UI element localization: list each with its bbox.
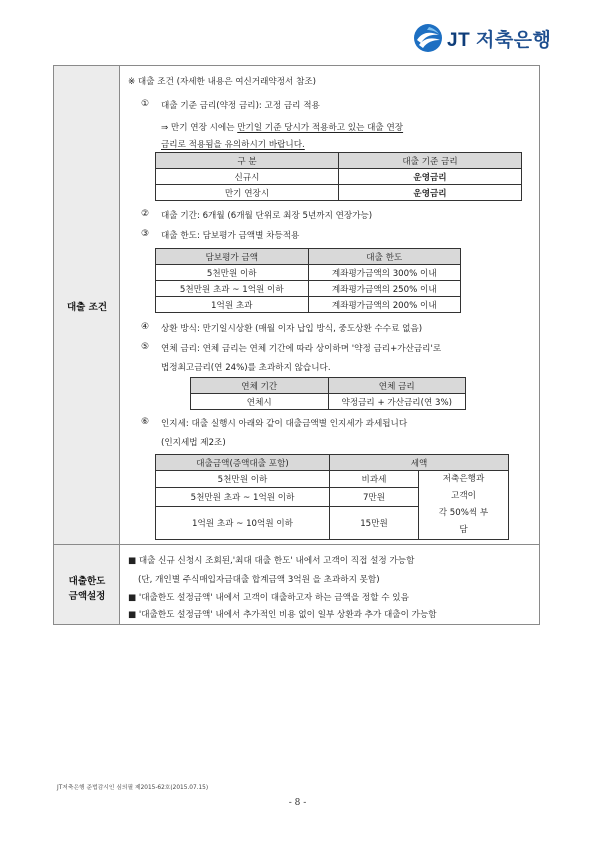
wave-logo-icon <box>413 23 443 53</box>
item-6-number: ⑥ <box>141 417 150 427</box>
company-logo <box>413 23 551 53</box>
item-4-number: ④ <box>141 322 150 332</box>
item-5-text-line2: 법정최고금리(연 24%)를 초과하지 않습니다. <box>161 363 331 373</box>
item-3-text: 대출 한도: 담보평가 금액별 차등적용 <box>161 231 300 241</box>
logo-wordmark: JT 저축은행 <box>447 29 552 51</box>
table-header: 구 분 <box>156 153 339 169</box>
table-row: 5천만원 이하 비과세 저축은행과 고객이 각 50%씩 부 담 <box>156 471 509 488</box>
limit-bullet-3: ■ '대출한도 설정금액' 내에서 추가적인 비용 없이 일부 상환과 추가 대출이 가능함 <box>128 610 437 620</box>
item-1-text: 대출 기준 금리(약정 금리): 고정 금리 적용 <box>161 101 320 111</box>
compliance-footer: JT저축은행 준법감시인 심의필 제2015-62호(2015.07.15) <box>57 785 209 791</box>
item-1-note-line1: ⇒ 만기 연장 시에는 만기일 기준 당시가 적용하고 있는 대출 연장 <box>161 123 404 133</box>
limit-label-line2: 금액설정 <box>68 591 106 602</box>
item-6-text-line2: (인지세법 제2조) <box>161 438 226 448</box>
table-row: 5천만원 이하 계좌평가금액의 300% 이내 <box>156 265 461 281</box>
item-5-number: ⑤ <box>141 342 150 352</box>
table-row: 5천만원 초과 ~ 1억원 이하 7만원 <box>156 488 509 506</box>
limit-bullet-1: ■ 대출 신규 신청시 조회된,'최대 대출 한도' 내에서 고객이 직접 설정 가능함 <box>128 556 415 566</box>
table-header: 연체 기간 <box>191 378 329 394</box>
late-rate-table <box>190 377 466 410</box>
document-table <box>53 65 540 625</box>
item-2-text: 대출 기간: 6개월 (6개월 단위로 최장 5년까지 연장가능) <box>161 211 373 221</box>
loan-conditions-label: 대출 조건 <box>66 302 107 313</box>
table-header: 담보평가 금액 <box>156 249 309 265</box>
limit-bullet-2: ■ '대출한도 설정금액' 내에서 고객이 대출하고자 하는 금액을 정할 수 있음 <box>128 593 409 603</box>
table-row: 5천만원 초과 ~ 1억원 이하 계좌평가금액의 250% 이내 <box>156 281 461 297</box>
item-1-number: ① <box>141 99 150 109</box>
limit-label-line1: 대출한도 <box>68 576 106 587</box>
table-row: 연체시 약정금리 + 가산금리(연 3%) <box>191 394 466 410</box>
intro-note: ※ 대출 조건 (자세한 내용은 여신거래약정서 참조) <box>128 77 317 87</box>
item-6-text: 인지세: 대출 실행시 아래와 같이 대출금액별 인지세가 과세됩니다 <box>161 419 408 429</box>
item-5-text: 연체 금리: 연체 금리는 연체 기간에 따라 상이하며 '약정 금리+가산금리'로 <box>161 344 442 354</box>
row-divider <box>120 544 539 545</box>
item-3-number: ③ <box>141 229 150 239</box>
table-header: 대출 기준 금리 <box>339 153 522 169</box>
table-header: 연체 금리 <box>328 378 466 394</box>
table-header: 대출 한도 <box>308 249 461 265</box>
tax-split-note: 저축은행과 고객이 각 50%씩 부 담 <box>419 471 509 540</box>
base-rate-table <box>155 152 522 201</box>
loan-limit-table <box>155 248 461 313</box>
table-header: 대출금액(증액대출 포함) <box>156 455 330 471</box>
item-2-number: ② <box>141 209 150 219</box>
table-row: 만기 연장시 운영금리 <box>156 185 522 201</box>
item-4-text: 상환 방식: 만기일시상환 (매월 이자 납입 방식, 중도상환 수수료 없음) <box>161 324 423 334</box>
table-row: 1억원 초과 ~ 10억원 이하 15만원 <box>156 506 509 540</box>
limit-bullet-1-sub: (단, 개인별 주식매입자금대출 합계금액 3억원 을 초과하지 못함) <box>138 575 380 585</box>
table-row: 신규시 운영금리 <box>156 169 522 185</box>
table-header: 세액 <box>330 455 509 471</box>
page-number: - 8 - <box>288 798 307 808</box>
stamp-tax-table <box>155 454 509 540</box>
item-1-note-line2: 금리로 적용됨을 유의하시기 바랍니다. <box>161 140 305 150</box>
table-row: 1억원 초과 계좌평가금액의 200% 이내 <box>156 297 461 313</box>
